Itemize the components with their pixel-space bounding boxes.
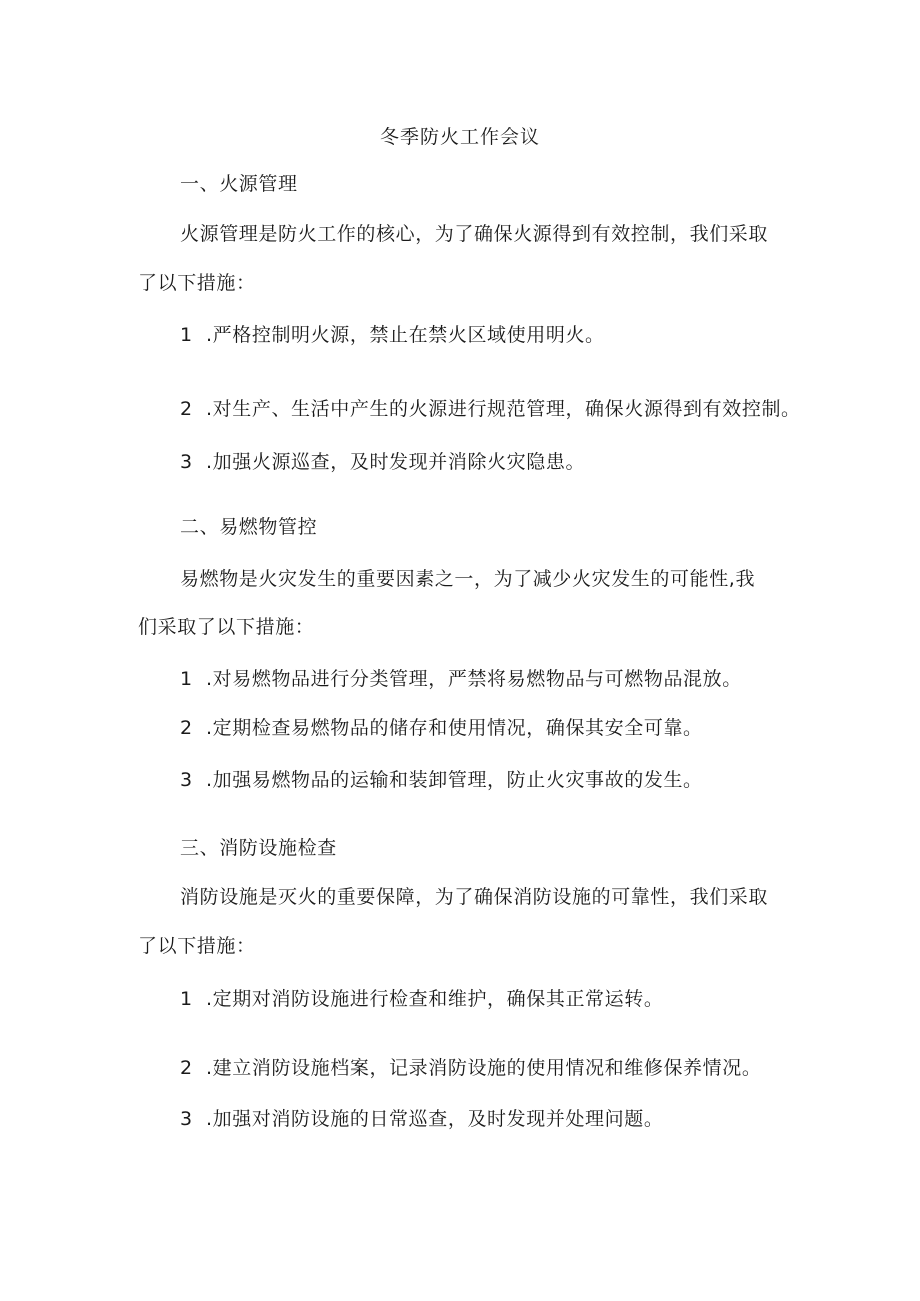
section-heading: 一、火源管理 [180,173,298,195]
list-item-number: 3 [180,451,193,473]
section-heading: 二、易燃物管控 [180,516,318,538]
list-item-text: .定期对消防设施进行检查和维护，确保其正常运转。 [206,988,664,1010]
list-item [180,397,801,421]
section-heading: 三、消防设施检查 [180,837,337,859]
list-item [180,716,703,740]
section-intro-line2: 们采取了以下措施： [138,616,315,638]
list-item-text: .对易燃物品进行分类管理，严禁将易燃物品与可燃物品混放。 [206,668,742,690]
section-intro-line2: 了以下措施： [138,272,256,294]
list-item-number: 3 [180,1108,193,1130]
list-item-text: .加强火源巡查，及时发现并消除火灾隐患。 [206,451,586,473]
list-item-text: .严格控制明火源，禁止在禁火区域使用明火。 [206,324,605,346]
section-intro-line1: 火源管理是防火工作的核心，为了确保火源得到有效控制，我们采取 [180,223,769,245]
list-item [180,987,663,1011]
list-item-text: .对生产、生活中产生的火源进行规范管理，确保火源得到有效控制。 [206,398,801,420]
section-intro-line1: 易燃物是火灾发生的重要因素之一，为了减少火灾发生的可能性,我 [180,568,756,590]
list-item-number: 2 [180,1057,193,1079]
list-item [180,323,605,347]
list-item-text: .定期检查易燃物品的储存和使用情况，确保其安全可靠。 [206,717,703,739]
list-item [180,667,742,691]
list-item-number: 3 [180,769,193,791]
document-title: 冬季防火工作会议 [379,126,540,148]
list-item-number: 1 [180,324,193,346]
section-intro-line1: 消防设施是灭火的重要保障，为了确保消防设施的可靠性，我们采取 [180,886,769,908]
list-item-number: 2 [180,717,193,739]
list-item-number: 1 [180,988,193,1010]
list-item [180,768,703,792]
section-intro-line2: 了以下措施： [138,935,256,957]
list-item [180,450,585,474]
list-item [180,1107,663,1131]
list-item-text: .加强对消防设施的日常巡查，及时发现并处理问题。 [206,1108,664,1130]
list-item-number: 2 [180,398,193,420]
list-item-text: .加强易燃物品的运输和装卸管理，防止火灾事故的发生。 [206,769,703,791]
list-item-text: .建立消防设施档案，记录消防设施的使用情况和维修保养情况。 [206,1057,762,1079]
list-item-number: 1 [180,668,193,690]
list-item [180,1056,761,1080]
